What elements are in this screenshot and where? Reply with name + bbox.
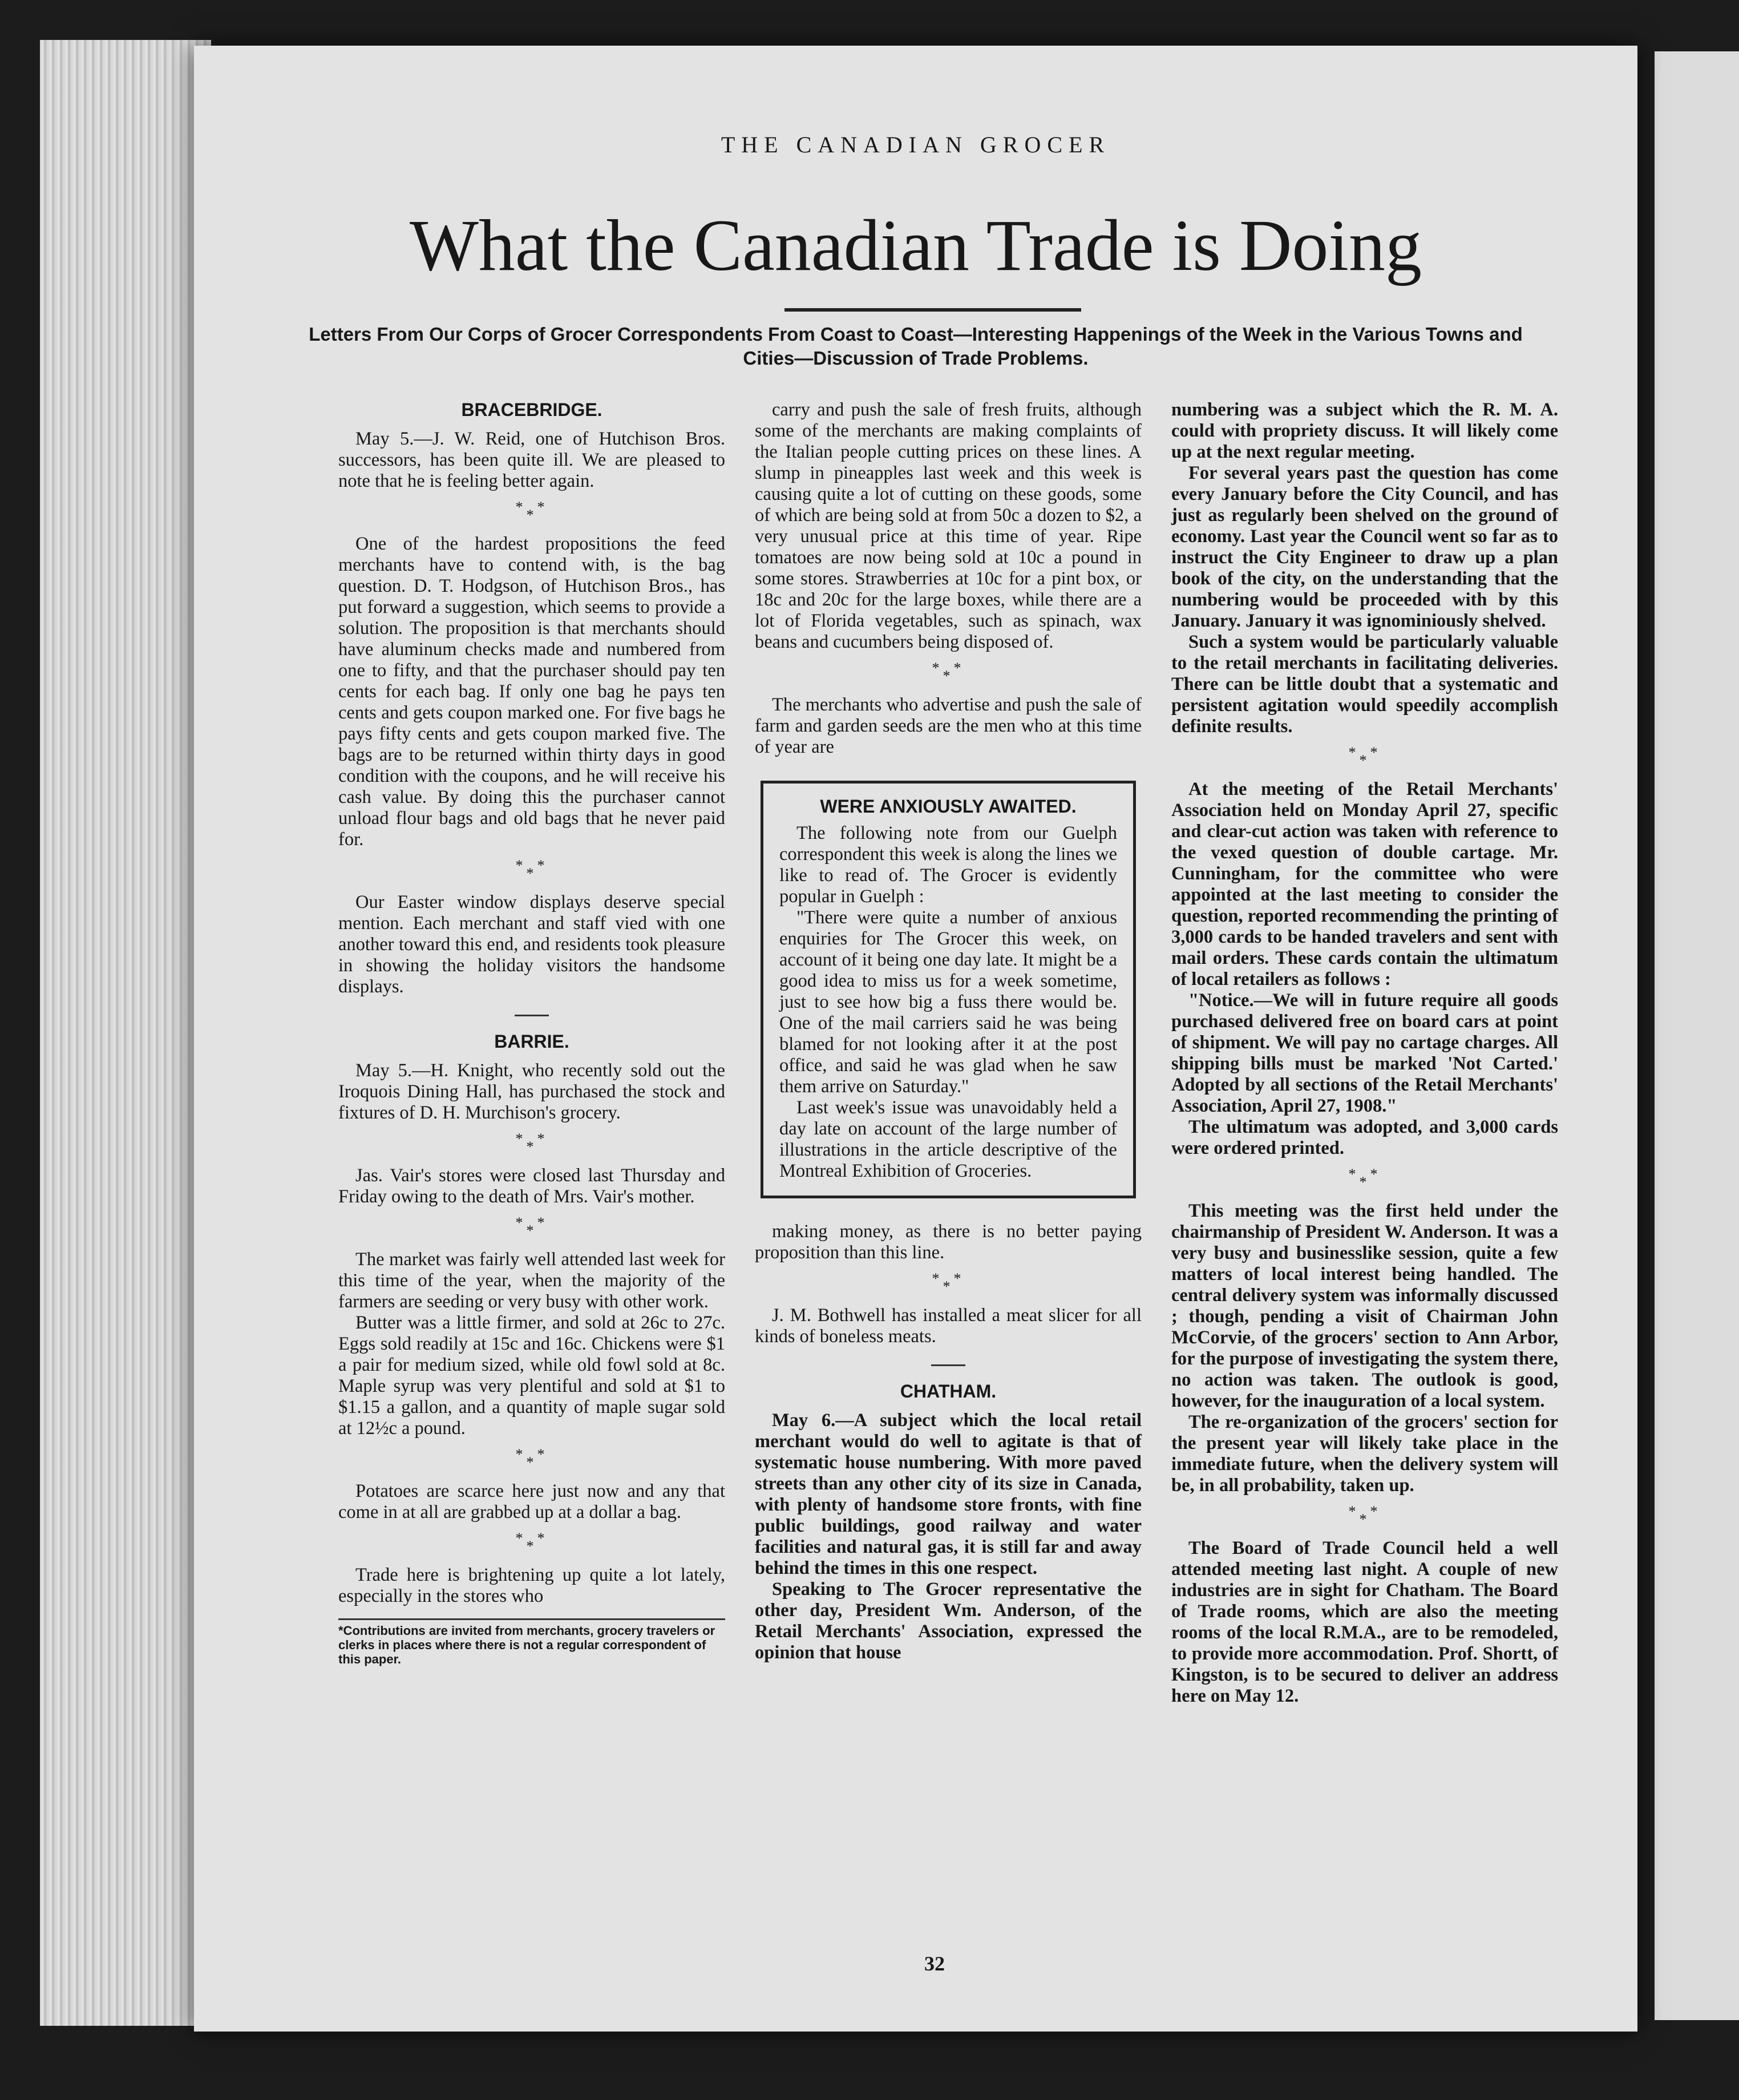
- headline: What the Canadian Trade is Doing: [410, 205, 1422, 286]
- facing-page-edge: [1655, 51, 1739, 2020]
- boxed-notice-title: WERE ANXIOUSLY AWAITED.: [820, 796, 1077, 817]
- separator-asterisks: ***: [932, 1270, 965, 1295]
- separator-asterisks: ***: [932, 660, 965, 684]
- paragraph: "There were quite a number of anxious enquiries for The Grocer this week, on account of it being one day late. It might be a good idea to miss us for a week sometime, just to see how big a fuss there would be. One of the mail carriers said he was being blamed for not looking after it at the post office, and said he was glad when he saw them arrive on Saturday.": [779, 907, 1117, 1097]
- separator-asterisks: ***: [515, 857, 548, 882]
- paragraph: May 6.—A subject which the local retail merchant would do well to agitate is that of systematic house numbering. With more paved streets than any other city of its size in Canada, with plenty of handsome store fronts, with fine public buildings, good railway and water facilities and natural gas, it is still far and away behind the times in this one respect.: [755, 1410, 1142, 1578]
- footnote: *Contributions are invited from merchants, grocery travelers or clerks in places where there is not a regular correspondent of this paper.: [338, 1624, 715, 1666]
- paragraph: "Notice.—We will in future require all goods purchased delivered free on board cars at point of shipment. We will pay no cartage charges. All shipping bills must be marked 'Not Carted.' Adopted by all sections of the Retail Merchants' Association, April 27, 1908.": [1171, 990, 1558, 1116]
- separator-asterisks: ***: [1348, 1166, 1381, 1190]
- footnote-rule: [338, 1618, 725, 1620]
- paragraph: carry and push the sale of fresh fruits, although some of the merchants are making complaints of the Italian people cutting prices on these lines. A slump in pineapples last week and this week is causing quite a lot of cutting on these goods, some of which are being sold at from 50c a dozen to $2, a very unusual price at this time of year. Ripe tomatoes are now being sold at 10c a pound in some stores. Strawberries at 10c for a pint box, or 18c and 20c for the large boxes, while there are a lot of Florida vegetables, such as spinach, wax beans and cucumbers being disposed of.: [755, 399, 1142, 652]
- paragraph: The following note from our Guelph correspondent this week is along the lines we like to read of. The Grocer is evidently popular in Guelph :: [779, 823, 1117, 907]
- paragraph: For several years past the question has come every January before the City Council, and has just as regularly been shelved on the ground of economy. Last year the Council went so far as to instruct the City Engineer to draw up a plan book of the city, on the understanding that the numbering would be proceeded with by this January. January it was ignominiously shelved.: [1171, 463, 1558, 631]
- section-heading-bracebridge: BRACEBRIDGE.: [461, 399, 602, 420]
- paragraph: Potatoes are scarce here just now and any that come in at all are grabbed up at a dollar a bag.: [338, 1481, 725, 1522]
- paragraph: The merchants who advertise and push the sale of farm and garden seeds are the men who at this time of year are: [755, 694, 1142, 757]
- paragraph: numbering was a subject which the R. M. A. could with propriety discuss. It will likely come up at the next regular meeting.: [1171, 399, 1558, 462]
- paragraph: The market was fairly well attended last week for this time of the year, when the majority of the farmers are seeding or very busy with other work.: [338, 1249, 725, 1312]
- separator-asterisks: ***: [1348, 744, 1381, 769]
- section-heading-chatham: CHATHAM.: [900, 1381, 997, 1402]
- page-number: 32: [924, 1952, 945, 1975]
- paragraph: J. M. Bothwell has installed a meat slicer for all kinds of boneless meats.: [755, 1305, 1142, 1347]
- separator-asterisks: ***: [515, 499, 548, 523]
- section-divider: [931, 1364, 965, 1366]
- paragraph: The ultimatum was adopted, and 3,000 cards were ordered printed.: [1171, 1117, 1558, 1158]
- section-heading-barrie: BARRIE.: [494, 1031, 569, 1052]
- separator-asterisks: ***: [515, 1214, 548, 1239]
- paragraph: One of the hardest propositions the feed merchants have to contend with, is the bag question. D. T. Hodgson, of Hutchison Bros., has put forward a suggestion, which seems to provide a solution. The proposition is that merchants should have aluminum checks made and numbered from one to fifty, and that the purchaser should pay ten cents for each bag. If only one bag he pays ten cents and gets coupon marked one. For five bags he pays fifty cents and gets coupon marked five. The bags are to be returned within thirty days in good condition with the coupons, and he will receive his cash value. By doing this the purchaser cannot unload flour bags and old bags that he never paid for.: [338, 534, 725, 850]
- paragraph: This meeting was the first held under the chairmanship of President W. Anderson. It was a very busy and businesslike session, quite a few matters of local interest being handled. The central delivery system was informally discussed ; though, pending a visit of Chairman John McCorvie, of the grocers' section to Ann Arbor, for the purpose of investigating the system there, no action was taken. The outlook is good, however, for the inauguration of a local system.: [1171, 1201, 1558, 1411]
- section-divider: [515, 1015, 549, 1016]
- magazine-page: [194, 46, 1637, 2032]
- paragraph: The Board of Trade Council held a well attended meeting last night. A couple of new industries are in sight for Chatham. The Board of Trade rooms, which are also the meeting rooms of the local R.M.A., are to be remodeled, to provide more accommodation. Prof. Shortt, of Kingston, is to be secured to deliver an address here on May 12.: [1171, 1538, 1558, 1706]
- separator-asterisks: ***: [515, 1530, 548, 1554]
- boxed-notice: [761, 781, 1136, 1198]
- paragraph: The re-organization of the grocers' section for the present year will likely take place in the immediate future, when the delivery system will be, in all probability, taken up.: [1171, 1412, 1558, 1496]
- paragraph: Jas. Vair's stores were closed last Thursday and Friday owing to the death of Mrs. Vair's mother.: [338, 1165, 725, 1207]
- paragraph: May 5.—H. Knight, who recently sold out the Iroquois Dining Hall, has purchased the stock and fixtures of D. H. Murchison's grocery.: [338, 1060, 725, 1123]
- paragraph: making money, as there is no better paying proposition than this line.: [755, 1221, 1142, 1263]
- paragraph: Such a system would be particularly valuable to the retail merchants in facilitating deliveries. There can be little doubt that a systematic and persistent agitation would speedily accomplish definite results.: [1171, 632, 1558, 737]
- column-3: [1171, 399, 1558, 1707]
- separator-asterisks: ***: [515, 1130, 548, 1155]
- column-1: [338, 399, 725, 1666]
- headline-rule: [784, 308, 1081, 312]
- column-2: [755, 399, 1142, 1663]
- book-spine-left-pages: [40, 40, 211, 2026]
- paragraph: Butter was a little firmer, and sold at 26c to 27c. Eggs sold readily at 15c and 16c. Chickens were $1 a pair for medium sized, while old fowl sold at 8c. Maple syrup was very plentiful and sold at $1 to $1.15 a gallon, and a quantity of maple sugar sold at 12½c a pound.: [338, 1312, 725, 1439]
- running-head: THE CANADIAN GROCER: [721, 132, 1111, 158]
- subheadline: Letters From Our Corps of Grocer Correspondents From Coast to Coast—Interesting Happenings of the Week in the Various Towns and Cities—Discussion of Trade Problems.: [309, 324, 1523, 369]
- paragraph: Trade here is brightening up quite a lot lately, especially in the stores who: [338, 1565, 725, 1606]
- paragraph: Speaking to The Grocer representative the other day, President Wm. Anderson, of the Retail Merchants' Association, expressed the opinion that house: [755, 1579, 1142, 1663]
- separator-asterisks: ***: [515, 1446, 548, 1471]
- paragraph: Last week's issue was unavoidably held a day late on account of the large number of illustrations in the article descriptive of the Montreal Exhibition of Groceries.: [779, 1097, 1117, 1181]
- paragraph: Our Easter window displays deserve special mention. Each merchant and staff vied with one another toward this end, and residents took pleasure in showing the holiday visitors the handsome displays.: [338, 892, 725, 997]
- paragraph: May 5.—J. W. Reid, one of Hutchison Bros. successors, has been quite ill. We are pleased to note that he is feeling better again.: [338, 429, 725, 491]
- separator-asterisks: ***: [1348, 1503, 1381, 1528]
- paragraph: At the meeting of the Retail Merchants' Association held on Monday April 27, specific and clear-cut action was taken with reference to the vexed question of double cartage. Mr. Cunningham, for the committee who were appointed at the last meeting to consider the question, reported recommending the printing of 3,000 cards to be handed travelers and sent with mail orders. These cards contain the ultimatum of local retailers as follows :: [1171, 779, 1558, 990]
